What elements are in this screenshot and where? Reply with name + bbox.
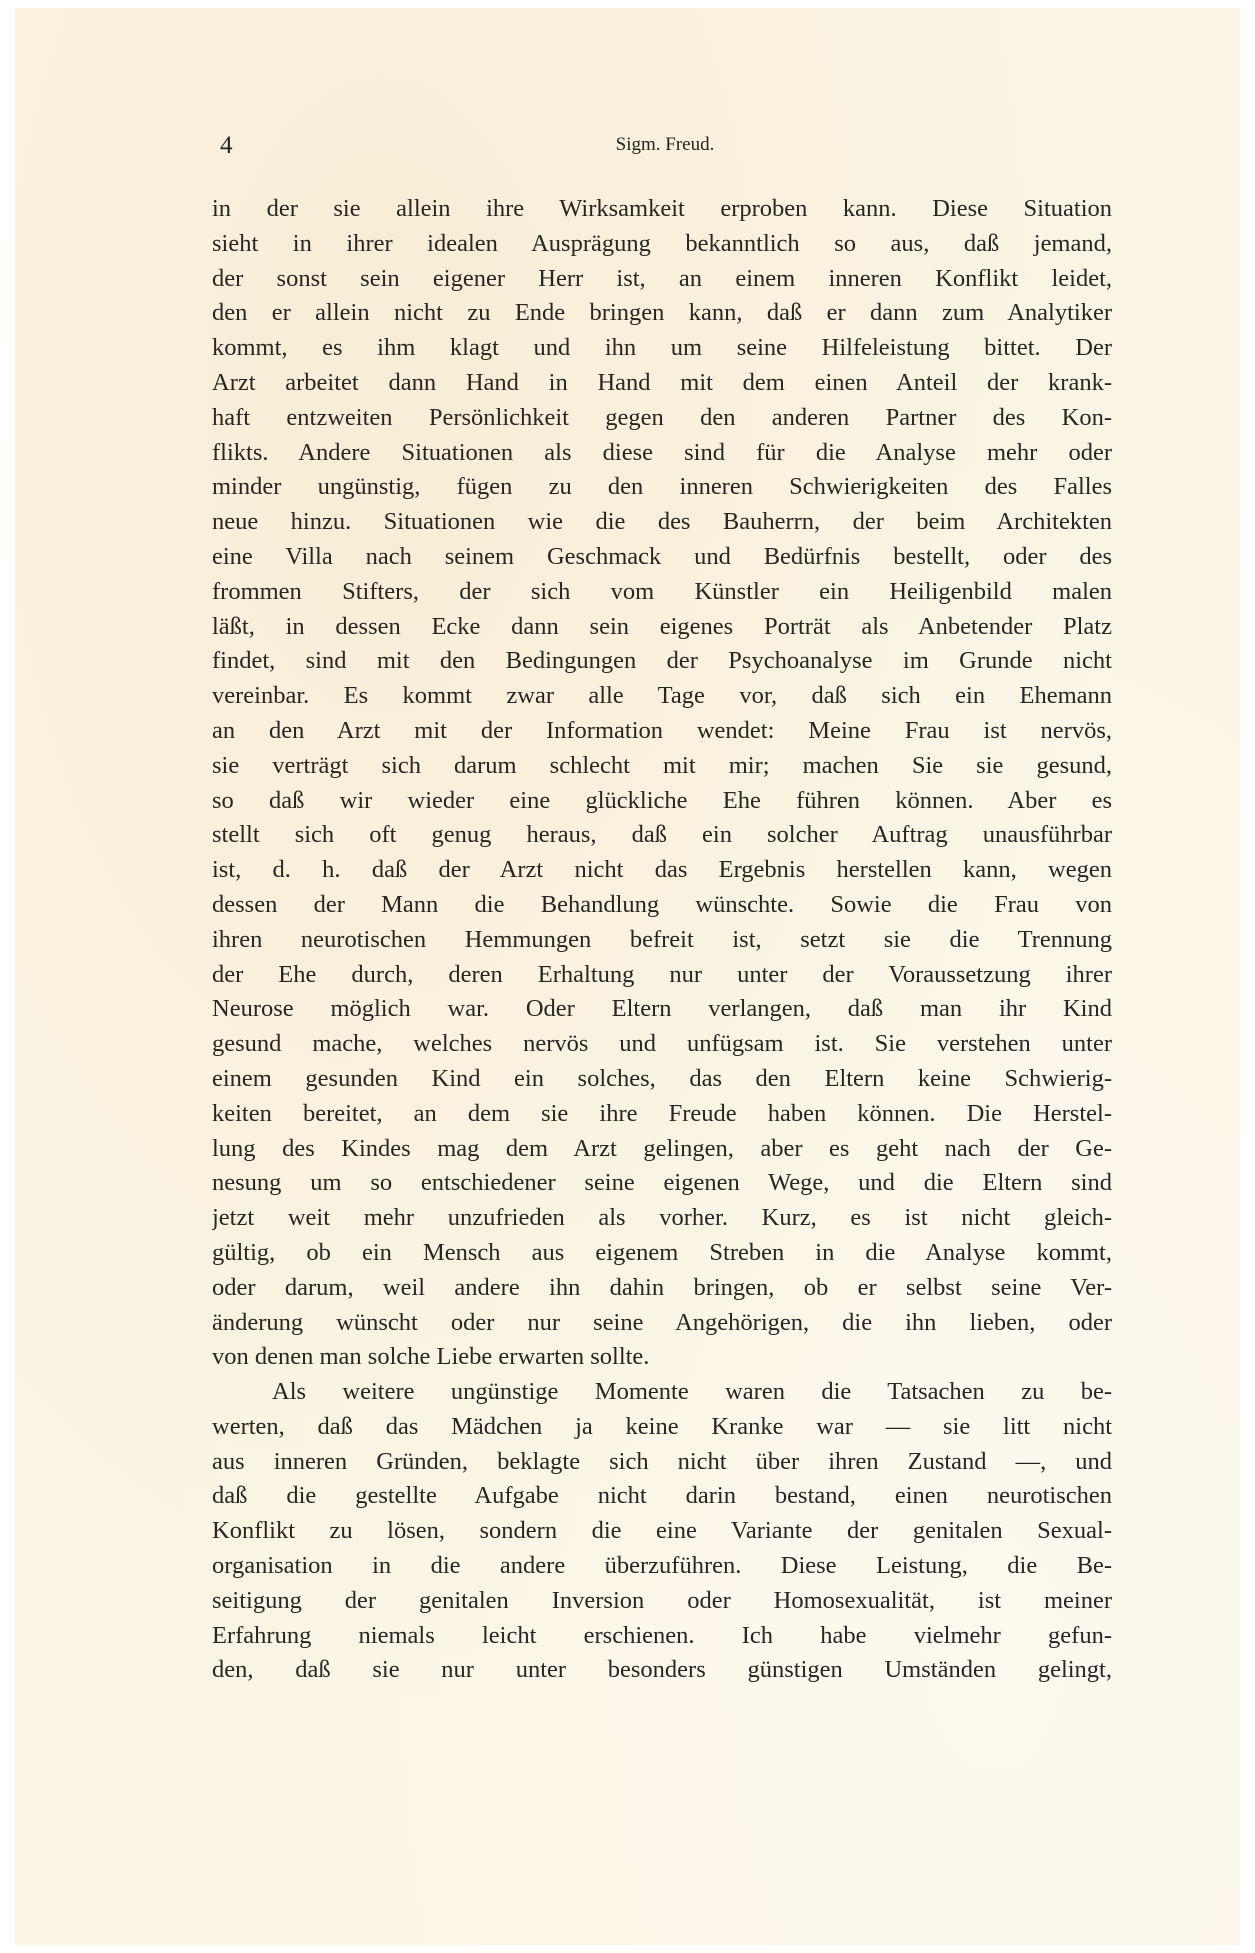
text-line: oder darum, weil andere ihn dahin bringen, ob er selbst seine Ver- [212,1273,1112,1301]
text-line: frommen Stifters, der sich vom Künstler ein Heiligenbild malen [212,577,1112,605]
text-line: läßt, in dessen Ecke dann sein eigenes Porträt als Anbetender Platz [212,612,1112,640]
text-line: ist, d. h. daß der Arzt nicht das Ergebnis herstellen kann, wegen [212,856,1112,884]
text-line: den, daß sie nur unter besonders günstigen Umständen gelingt, [212,1656,1112,1684]
text-line: ihren neurotischen Hemmungen befreit ist, setzt sie die Trennung [212,925,1112,953]
text-line: aus inneren Gründen, beklagte sich nicht über ihren Zustand —, und [212,1447,1112,1475]
text-line: jetzt weit mehr unzufrieden als vorher. Kurz, es ist nicht gleich- [212,1204,1112,1232]
text-line: daß die gestellte Aufgabe nicht darin bestand, einen neurotischen [212,1482,1112,1510]
running-title: Sigm. Freud. [615,134,715,155]
text-line: organisation in die andere überzuführen. Diese Leistung, die Be- [212,1552,1112,1580]
page-number: 4 [220,132,233,159]
body-text [212,192,1112,1688]
text-line: so daß wir wieder eine glückliche Ehe führen können. Aber es [212,786,1112,814]
text-line: neue hinzu. Situationen wie die des Bauherrn, der beim Architekten [212,508,1112,536]
text-line: dessen der Mann die Behandlung wünschte. Sowie die Frau von [212,890,1112,918]
text-line: werten, daß das Mädchen ja keine Kranke war — sie litt nicht [212,1412,1112,1440]
text-line: haft entzweiten Persönlichkeit gegen den anderen Partner des Kon- [212,403,1112,431]
text-line: findet, sind mit den Bedingungen der Psychoanalyse im Grunde nicht [212,647,1112,675]
text-line: von denen man solche Liebe erwarten sollte. [212,1343,650,1371]
text-line: eine Villa nach seinem Geschmack und Bedürfnis bestellt, oder des [212,542,1112,570]
text-line: in der sie allein ihre Wirksamkeit erproben kann. Diese Situation [212,195,1112,222]
text-line: seitigung der genitalen Inversion oder Homosexualität, ist meiner [212,1586,1112,1614]
text-line: gültig, ob ein Mensch aus eigenem Streben in die Analyse kommt, [212,1238,1112,1266]
text-line: nesung um so entschiedener seine eigenen Wege, und die Eltern sind [212,1169,1112,1197]
text-line: Als weitere ungünstige Momente waren die Tatsachen zu be- [272,1378,1112,1406]
text-line: kommt, es ihm klagt und ihn um seine Hilfeleistung bittet. Der [212,334,1112,362]
text-line: flikts. Andere Situationen als diese sind für die Analyse mehr oder [212,438,1112,466]
paragraph [212,1375,1112,1688]
text-line: änderung wünscht oder nur seine Angehörigen, die ihn lieben, oder [212,1308,1112,1336]
text-line: keiten bereitet, an dem sie ihre Freude haben können. Die Herstel- [212,1099,1112,1127]
page-header [15,132,1240,164]
text-line: Konflikt zu lösen, sondern die eine Variante der genitalen Sexual- [212,1517,1112,1545]
text-line: Erfahrung niemals leicht erschienen. Ich habe vielmehr gefun- [212,1621,1112,1649]
text-line: vereinbar. Es kommt zwar alle Tage vor, daß sich ein Ehemann [212,682,1112,710]
text-line: der Ehe durch, deren Erhaltung nur unter der Voraussetzung ihrer [212,960,1112,988]
text-line: minder ungünstig, fügen zu den inneren Schwierigkeiten des Falles [212,473,1112,501]
text-line: stellt sich oft genug heraus, daß ein solcher Auftrag unausführbar [212,821,1112,849]
paragraph [212,192,1112,1375]
text-line: sie verträgt sich darum schlecht mit mir; machen Sie sie gesund, [212,751,1112,779]
text-line: lung des Kindes mag dem Arzt gelingen, aber es geht nach der Ge- [212,1134,1112,1162]
text-line: an den Arzt mit der Information wendet: Meine Frau ist nervös, [212,716,1112,744]
text-line: gesund mache, welches nervös und unfügsam ist. Sie verstehen unter [212,1030,1112,1058]
text-line: der sonst sein eigener Herr ist, an einem inneren Konflikt leidet, [212,264,1112,292]
book-page [15,8,1240,1945]
text-line: sieht in ihrer idealen Ausprägung bekanntlich so aus, daß jemand, [212,229,1112,257]
text-line: einem gesunden Kind ein solches, das den Eltern keine Schwierig- [212,1064,1112,1092]
text-line: Arzt arbeitet dann Hand in Hand mit dem einen Anteil der krank- [212,368,1112,396]
text-line: Neurose möglich war. Oder Eltern verlangen, daß man ihr Kind [212,995,1112,1023]
text-line: den er allein nicht zu Ende bringen kann, daß er dann zum Analytiker [212,299,1112,327]
